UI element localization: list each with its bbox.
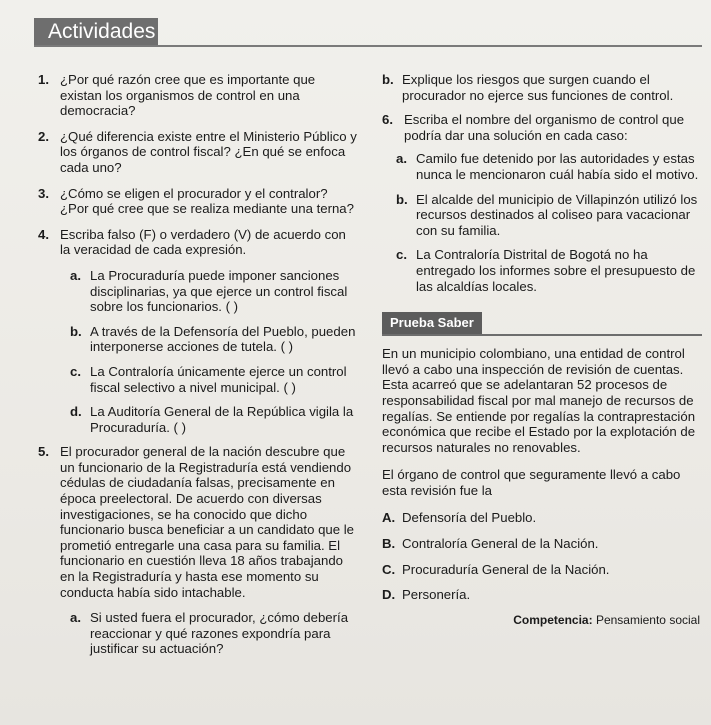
sub-item-4d <box>70 404 358 435</box>
sub-item-5b <box>382 72 700 103</box>
sub-letter: a. <box>396 151 407 167</box>
option-letter: C. <box>382 561 396 577</box>
prueba-saber-header <box>382 312 700 336</box>
sub-text: La Auditoría General de la República vigila la Procuraduría. ( ) <box>90 404 354 435</box>
question-6 <box>382 112 700 143</box>
sub-item-6a <box>396 151 700 182</box>
sub-item-6c <box>396 247 700 294</box>
option-letter: A. <box>382 510 396 526</box>
question-text: ¿Qué diferencia existe entre el Ministerio Público y los órganos de control fiscal? ¿En qué se enfoca cada uno? <box>60 128 357 175</box>
question-4 <box>38 227 358 258</box>
question-number: 2. <box>38 128 49 144</box>
sub-letter: d. <box>70 404 82 420</box>
sub-text: La Procuraduría puede imponer sanciones disciplinarias, ya que ejerce un control fiscal sobre los funcionarios. ( ) <box>90 267 348 315</box>
prueba-saber-tag: Prueba Saber <box>382 312 482 334</box>
sub-text: La Contraloría Distrital de Bogotá no ha entregado los informes sobre el presupuesto de las alcaldías locales. <box>416 247 696 294</box>
question-text: Escriba falso (F) o verdadero (V) de acuerdo con la veracidad de cada expresión. <box>60 226 346 258</box>
sub-letter: a. <box>70 267 81 283</box>
sub-item-4c <box>70 364 358 395</box>
left-column <box>38 72 358 666</box>
question-text: El procurador general de la nación descubre que un funcionario de la Registraduría está vendiendo cédulas de ciudadanía falsas, precisamente en época preelectoral. De acuerdo con diversas investigaciones, se ha conocido que dicho funcionario busca beneficiar a un candidato que le prometió entregarle una casa para su familia. El funcionario en cuestión lleva 18 años trabajando en la Registraduría y hasta ese momento su conducta había sido intachable. <box>60 444 354 600</box>
option-b <box>382 536 700 552</box>
sub-item-4a <box>70 268 358 315</box>
option-d <box>382 587 700 603</box>
sub-letter: a. <box>70 610 81 626</box>
sub-letter: b. <box>382 72 394 87</box>
question-2 <box>38 129 358 176</box>
question-number: 1. <box>38 72 49 87</box>
sub-text: El alcalde del municipio de Villapinzón utilizó los recursos destinados al coliseo para vacacionar con su familia. <box>416 191 698 238</box>
saber-paragraph: En un municipio colombiano, una entidad de control llevó a cabo una inspección de revisión de cuentas. Esta acarreó que se adelantaran 52 procesos de responsabilidad fiscal por mal manejo de recursos de regalías. Se entiende por regalías la contraprestación económica que recibe el Estado por la explotación de recursos naturales no renovables. <box>382 346 696 455</box>
sub-letter: c. <box>396 247 407 263</box>
sub-letter: b. <box>396 191 408 207</box>
option-text: Defensoría del Pueblo. <box>402 510 537 526</box>
option-text: Personería. <box>402 587 471 603</box>
prueba-saber-rule <box>382 334 702 336</box>
question-text: ¿Por qué razón cree que es importante que existan los organismos de control en una democracia? <box>60 72 316 119</box>
sub-letter: b. <box>70 323 82 339</box>
question-number: 5. <box>38 444 49 460</box>
sub-item-6b <box>396 192 700 239</box>
competencia-line <box>382 613 700 629</box>
sub-text: Camilo fue detenido por las autoridades y estas nunca le mencionaron cuál había sido el motivo. <box>416 151 699 182</box>
question-text: Escriba el nombre del organismo de control que podría dar una solución en cada caso: <box>404 112 685 143</box>
question-3 <box>38 186 358 217</box>
option-text: Procuraduría General de la Nación. <box>402 561 610 577</box>
sub-item-4b <box>70 324 358 355</box>
question-text: ¿Cómo se eligen el procurador y el contralor? ¿Por qué cree que se realiza mediante una terna? <box>60 185 354 217</box>
title-rule <box>34 45 702 47</box>
question-1 <box>38 72 358 119</box>
competencia-value: Pensamiento social <box>595 612 700 627</box>
sub-item-5a <box>70 610 358 657</box>
option-letter: D. <box>382 587 396 603</box>
question-number: 4. <box>38 226 49 242</box>
sub-text: A través de la Defensoría del Pueblo, pueden interponerse acciones de tutela. ( ) <box>90 323 356 355</box>
question-number: 3. <box>38 185 49 201</box>
right-column <box>382 72 700 628</box>
option-c <box>382 562 700 578</box>
section-title: Actividades <box>34 18 158 46</box>
option-letter: B. <box>382 536 396 552</box>
sub-text: Si usted fuera el procurador, ¿cómo debería reaccionar y qué razones expondría para justificar su actuación? <box>90 610 349 657</box>
sub-text: Explique los riesgos que surgen cuando el procurador no ejerce sus funciones de control. <box>402 72 674 103</box>
sub-text: La Contraloría únicamente ejerce un control fiscal selectivo a nivel municipal. ( ) <box>90 363 347 395</box>
option-a <box>382 510 700 526</box>
competencia-label: Competencia: <box>513 612 593 627</box>
sub-letter: c. <box>70 363 81 379</box>
saber-question: El órgano de control que seguramente llevó a cabo esta revisión fue la <box>382 467 681 498</box>
option-text: Contraloría General de la Nación. <box>402 536 599 552</box>
question-5 <box>38 444 358 600</box>
question-number: 6. <box>382 112 393 128</box>
